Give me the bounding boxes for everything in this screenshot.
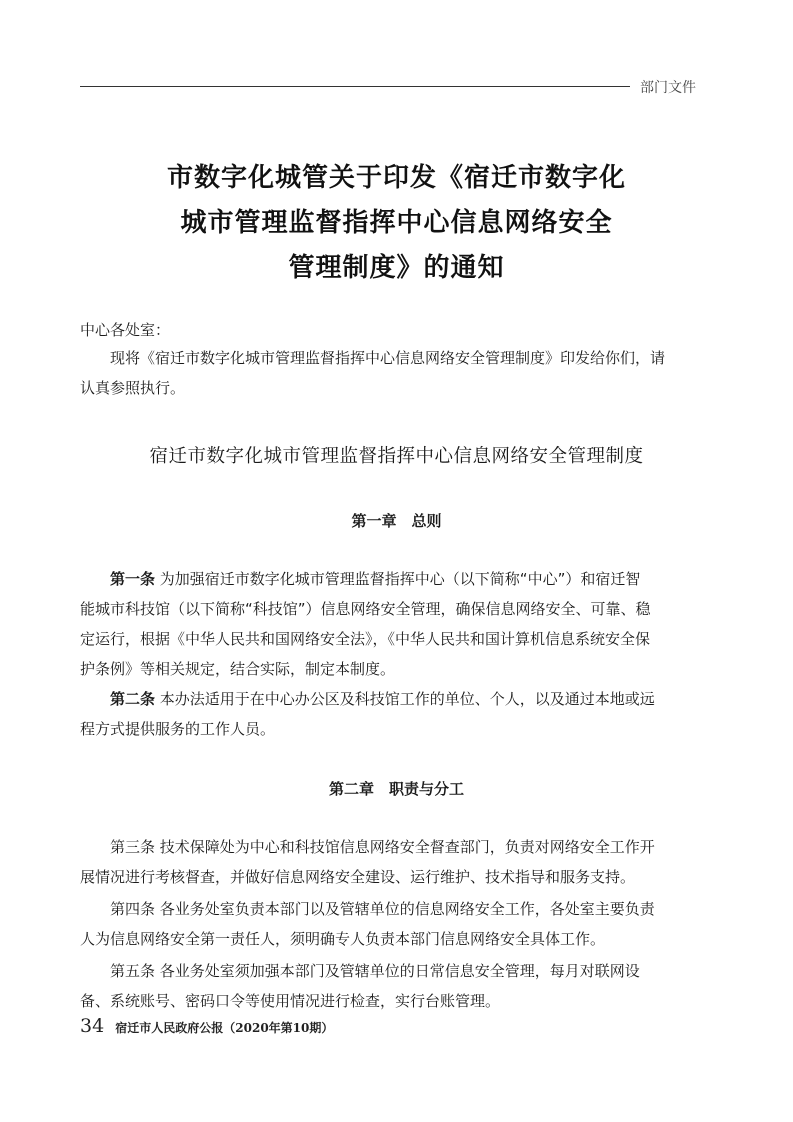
article-label: 第一条: [110, 570, 156, 588]
article-4: [80, 894, 715, 954]
article-text: 本办法适用于在中心办公区及科技馆工作的单位、个人，以及通过本地或远: [159, 690, 655, 708]
article-label: 第三条: [110, 838, 156, 856]
article-5: [80, 956, 715, 1016]
intro-line-2: 认真参照执行。: [80, 379, 186, 397]
article-text: 定运行，根据《中华人民共和国网络安全法》，《中华人民共和国计算机信息系统安全保: [80, 630, 651, 648]
article-text: 各业务处室须加强本部门及管辖单位的日常信息安全管理，每月对联网设: [159, 962, 640, 980]
section-label: 部门文件: [640, 80, 696, 96]
publication-name: 宿迁市人民政府公报（2020年第10期）: [115, 1021, 334, 1035]
salutation: 中心各处室：: [80, 321, 171, 339]
article-text: 人为信息网络安全第一责任人，须明确专人负责本部门信息网络安全具体工作。: [80, 930, 606, 948]
notice-title-line-2: 城市管理监督指挥中心信息网络安全: [180, 208, 613, 238]
article-text: 备、系统账号、密码口令等使用情况进行检查，实行台账管理。: [80, 992, 501, 1010]
article-label: 第四条: [110, 900, 156, 918]
article-text: 程方式提供服务的工作人员。: [80, 720, 276, 738]
page-footer: [80, 1015, 333, 1037]
article-text: 技术保障处为中心和科技馆信息网络安全督查部门，负责对网络安全工作开: [159, 838, 655, 856]
article-label: 第五条: [110, 962, 156, 980]
article-text: 能城市科技馆（以下简称“科技馆”）信息网络安全管理，确保信息网络安全、可靠、稳: [80, 600, 651, 618]
article-3: [80, 832, 715, 892]
chapter-heading: 第二章 职责与分工: [328, 780, 464, 798]
article-1: [80, 564, 715, 684]
regulation-title: 宿迁市数字化城市管理监督指挥中心信息网络安全管理制度: [149, 446, 644, 467]
article-text: 展情况进行考核督查，并做好信息网络安全建设、运行维护、技术指导和服务支持。: [80, 868, 636, 886]
article-text: 各业务处室负责本部门以及管辖单位的信息网络安全工作，各处室主要负责: [159, 900, 655, 918]
chapter-heading: 第一章 总则: [351, 512, 442, 530]
article-text: 护条例》等相关规定，结合实际，制定本制度。: [80, 660, 396, 678]
page-number: 34: [80, 1015, 105, 1037]
article-label: 第二条: [110, 690, 156, 708]
article-2: [80, 684, 715, 744]
article-text: 为加强宿迁市数字化城市管理监督指挥中心（以下简称“中心”）和宿迁智: [159, 570, 641, 588]
notice-title-line-1: 市数字化城管关于印发《宿迁市数字化: [166, 163, 626, 193]
notice-title-line-3: 管理制度》的通知: [288, 253, 505, 283]
header-rule: [80, 86, 630, 87]
intro-line-1: 现将《宿迁市数字化城市管理监督指挥中心信息网络安全管理制度》印发给你们，请: [110, 349, 666, 367]
intro-paragraph: [80, 343, 715, 403]
